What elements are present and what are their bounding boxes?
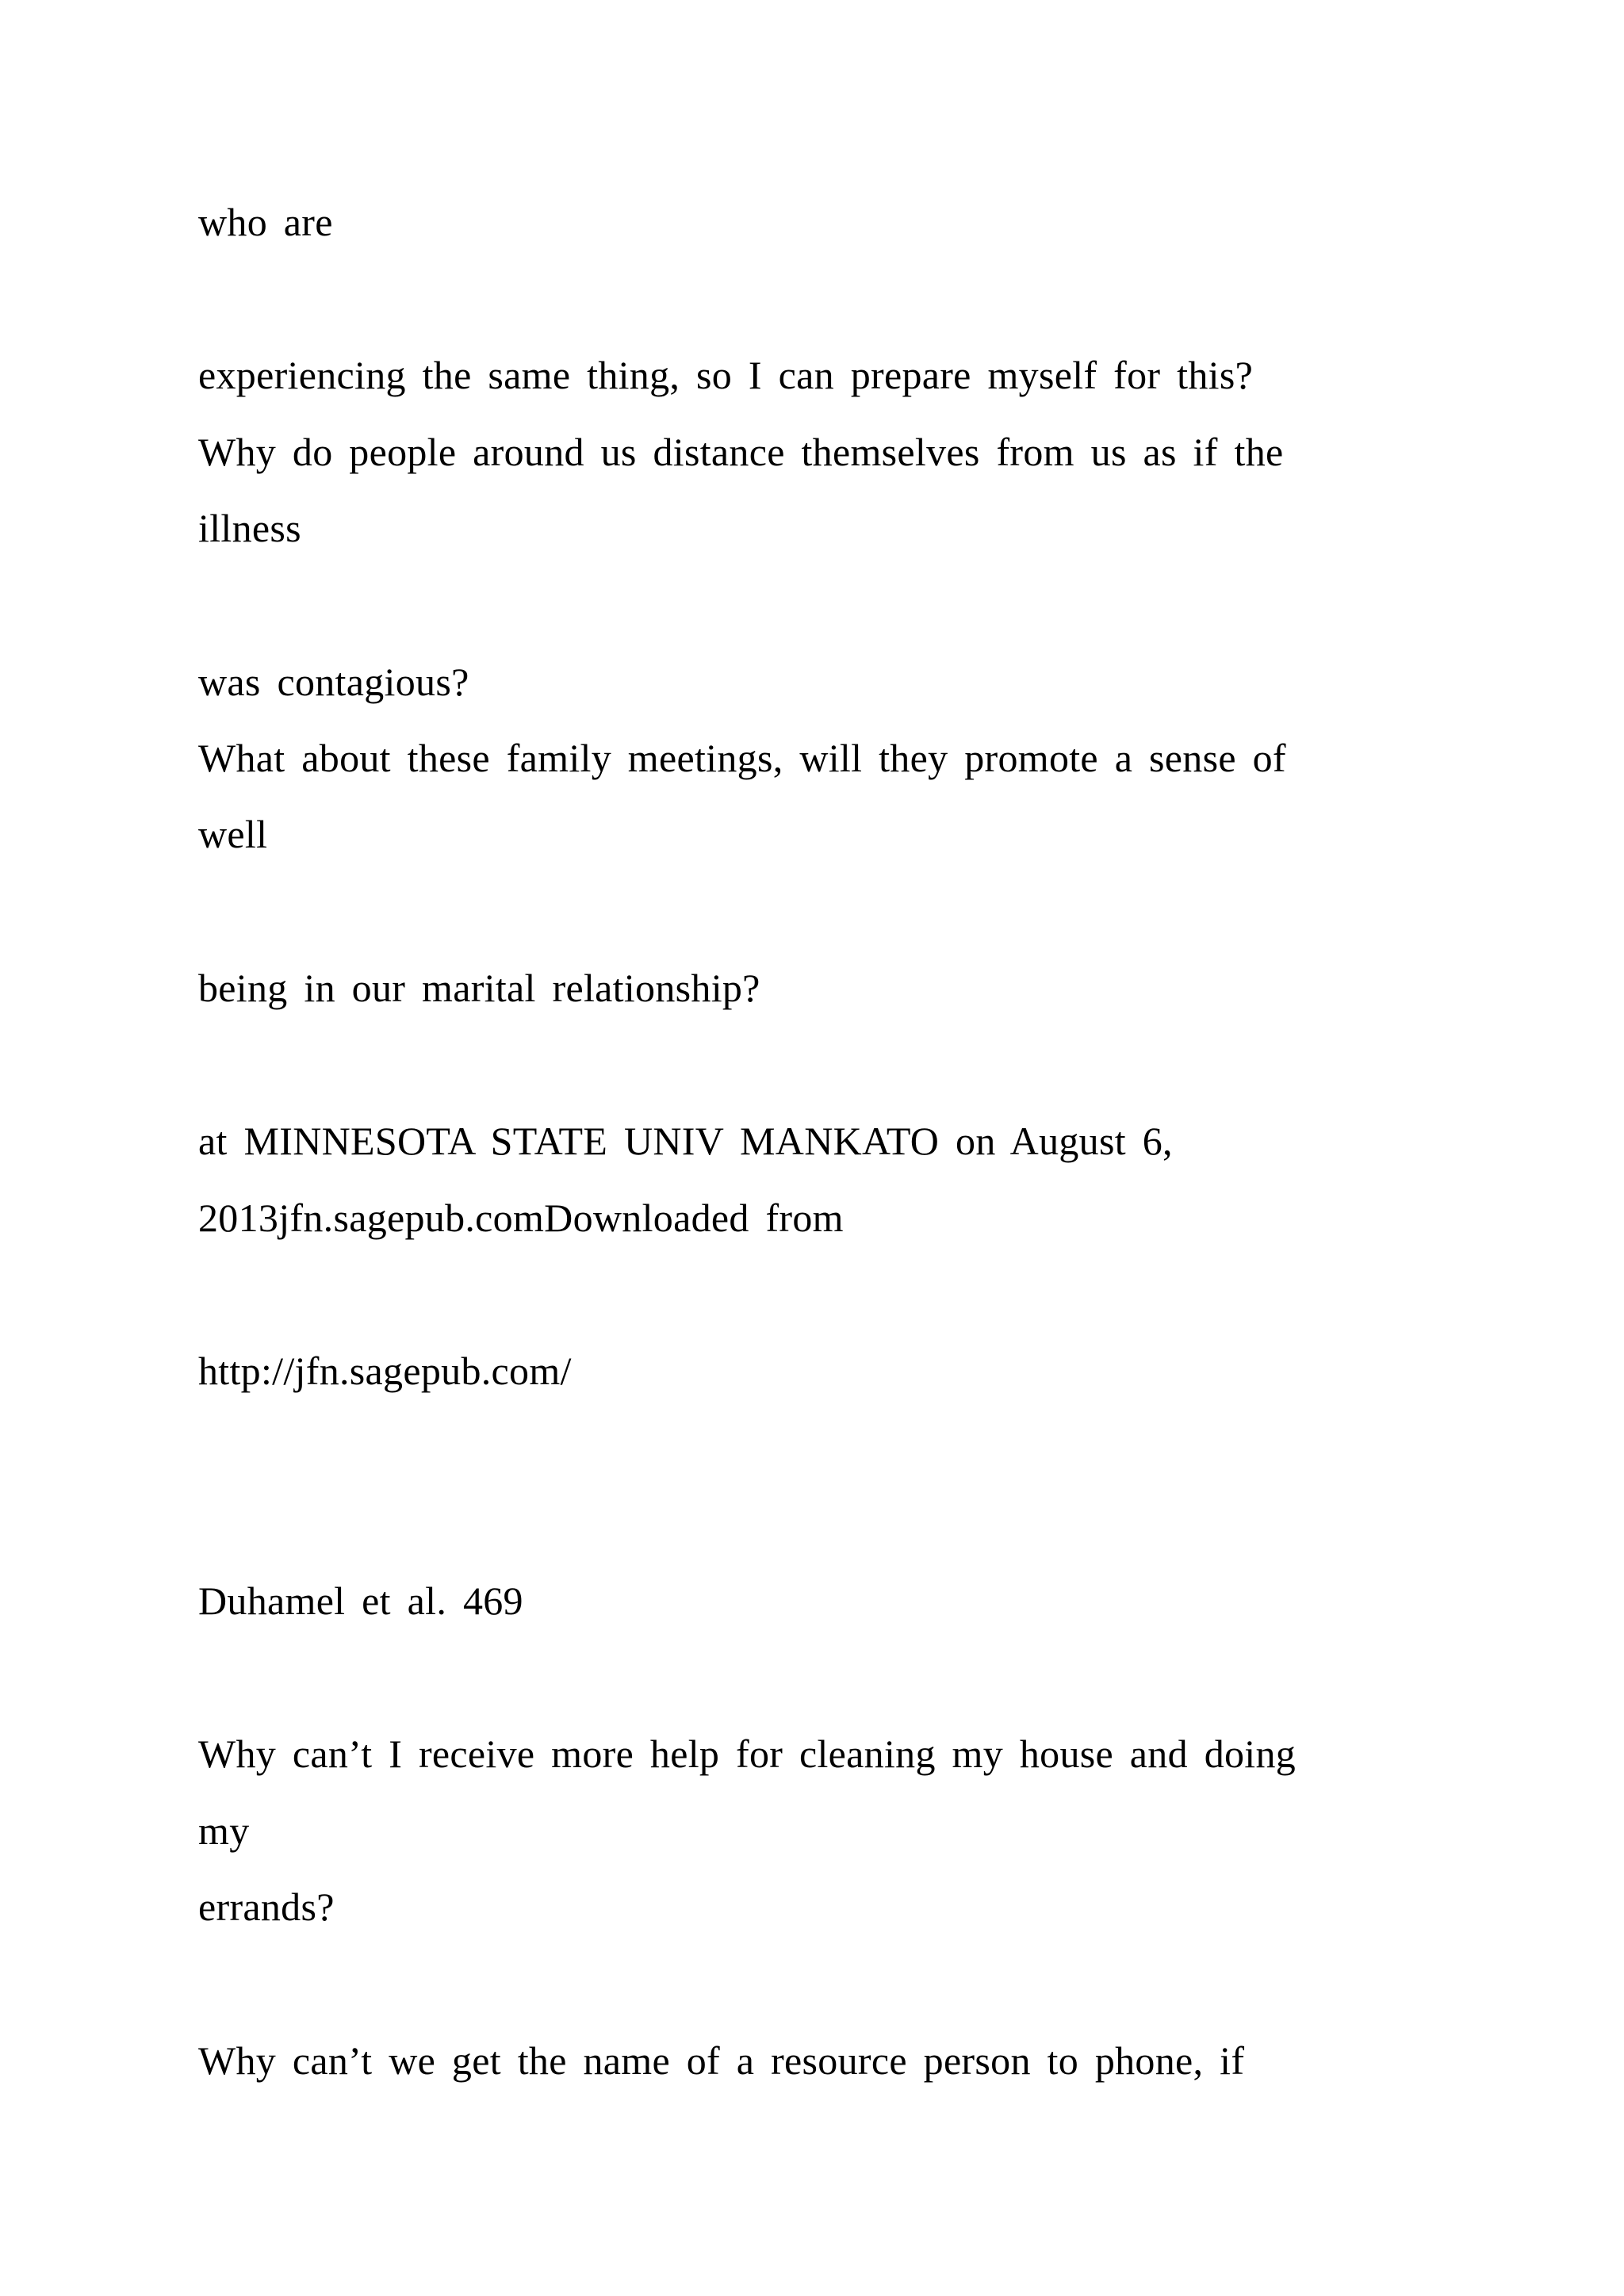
text-line: was contagious? bbox=[198, 660, 469, 704]
text-line: illness bbox=[198, 506, 301, 550]
text-line: well bbox=[198, 812, 268, 856]
text-line: Why can’t we get the name of a resource person to phone, if bbox=[198, 2038, 1245, 2083]
running-header: Duhamel et al. 469 bbox=[198, 1578, 523, 1623]
text-line: who are bbox=[198, 200, 333, 244]
text-line: What about these family meetings, will they promote a sense of bbox=[198, 736, 1286, 780]
text-line: Why do people around us distance themselves from us as if the bbox=[198, 430, 1284, 474]
citation-url: http://jfn.sagepub.com/ bbox=[198, 1349, 572, 1393]
text-line: experiencing the same thing, so I can prepare myself for this? bbox=[198, 353, 1254, 397]
text-line: Why can’t I receive more help for cleaning my house and doing bbox=[198, 1732, 1297, 1776]
citation-line: 2013jfn.sagepub.comDownloaded from bbox=[198, 1196, 844, 1240]
text-line: being in our marital relationship? bbox=[198, 966, 760, 1010]
text-line: errands? bbox=[198, 1885, 335, 1929]
text-line: my bbox=[198, 1808, 250, 1853]
citation-line: at MINNESOTA STATE UNIV MANKATO on August 6, bbox=[198, 1119, 1173, 1163]
